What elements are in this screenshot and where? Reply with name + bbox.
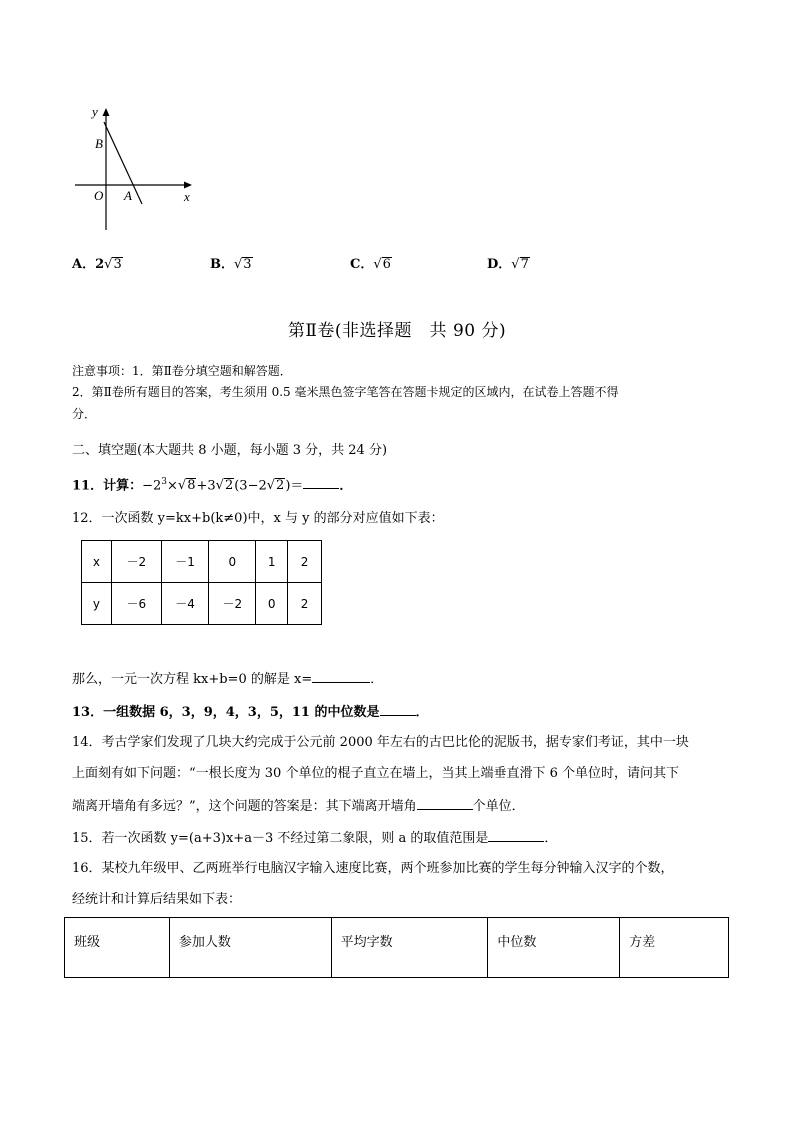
q11-term: )＝: [285, 478, 304, 494]
table-header-cell: 中位数: [488, 918, 620, 978]
option-c[interactable]: C．√6: [350, 257, 391, 272]
table-header-cell: 平均字数: [331, 918, 488, 978]
table-row: [82, 583, 322, 625]
q11-term: +3: [196, 478, 216, 494]
q14-text: 端离开墙角有多远？”，这个问题的答案是：其下端离开墙角: [72, 799, 417, 814]
table-cell: 1: [256, 541, 288, 583]
table-header-cell: 参加人数: [169, 918, 331, 978]
question-14-line-1: 14．考古学家们发现了几块大约完成于公元前 2000 年左右的古巴比伦的泥版书，据专家们考证，其中一块: [72, 735, 689, 750]
origin-label: O: [94, 188, 104, 203]
table-cell: －2: [209, 583, 256, 625]
q11-suffix: ．: [339, 478, 353, 494]
q11-radicand: 2: [224, 478, 234, 494]
question-16-line-2: 经统计和计算后结果如下表：: [72, 892, 242, 907]
point-b-label: B: [95, 136, 103, 151]
q14-suffix: 个单位．: [472, 799, 525, 814]
option-radicand: 7: [520, 257, 529, 272]
answer-blank[interactable]: [417, 795, 473, 810]
x-axis-arrow: [184, 182, 192, 189]
option-b[interactable]: B．√3: [210, 257, 252, 272]
point-a-label: A: [124, 188, 132, 203]
q11-prefix: 11．计算：: [72, 478, 143, 494]
option-radicand: 3: [113, 257, 122, 272]
q15-suffix: ．: [544, 831, 558, 846]
question-14-line-3: [72, 795, 525, 817]
option-letter: C．: [350, 257, 374, 272]
table-cell: －2: [111, 541, 161, 583]
q15-text: 15．若一次函数 y=(a+3)x+a－3 不经过第二象限，则 a 的取值范围是: [72, 831, 489, 846]
option-letter: B．: [210, 257, 234, 272]
question-15: [72, 827, 557, 849]
option-d[interactable]: D．√7: [487, 257, 529, 272]
table-cell: y: [82, 583, 112, 625]
question-13: [72, 701, 429, 723]
option-letter: D．: [487, 257, 512, 272]
q12-suffix: ．: [370, 672, 384, 687]
q11-radicand: 2: [276, 478, 285, 494]
question-11: 11．计算：$-2^3\times√8+3√2(3-2√2)=$ ．: [72, 472, 352, 496]
answer-blank[interactable]: [380, 701, 416, 716]
option-a[interactable]: A．2√3: [72, 257, 122, 272]
coordinate-graph: [70, 100, 200, 235]
q11-exponent: 3: [161, 477, 167, 487]
q11-term: (3−2: [234, 478, 267, 494]
table-cell: －6: [111, 583, 161, 625]
table-cell: x: [82, 541, 112, 583]
table-header-cell: 方差: [620, 918, 729, 978]
question-16-line-1: 16．某校九年级甲、乙两班举行电脑汉字输入速度比赛，两个班参加比赛的学生每分钟输入汉字的个数，: [72, 861, 674, 876]
answer-blank[interactable]: [488, 827, 544, 842]
table-cell: －4: [161, 583, 209, 625]
y-axis-label: y: [92, 104, 98, 119]
notes-line-1: 注意事项：1．第Ⅱ卷分填空题和解答题．: [72, 364, 292, 378]
table-row: [65, 918, 729, 978]
q16-table: [64, 917, 729, 978]
q11-term: ×: [167, 478, 178, 494]
table-cell: 0: [209, 541, 256, 583]
option-letter: A．: [72, 257, 96, 272]
q12-conclusion-text: 那么，一元一次方程 kx+b=0 的解是 x=: [72, 672, 313, 687]
part2-heading: 二、填空题(本大题共 8 小题，每小题 3 分，共 24 分): [72, 443, 388, 458]
option-coef: 2: [95, 257, 105, 272]
y-axis-arrow: [103, 108, 110, 116]
table-cell: 2: [288, 541, 322, 583]
option-radicand: 6: [382, 257, 391, 272]
q12-table: [81, 540, 322, 625]
table-cell: 2: [288, 583, 322, 625]
question-14-line-2: 上面刻有如下问题：“一根长度为 30 个单位的棍子直立在墙上，当其上端垂直滑下 6 个单位时，请问其下: [72, 766, 679, 781]
notes-line-3: 分．: [72, 407, 97, 421]
section-title: 第Ⅱ卷(非选择题 共 90 分): [287, 321, 507, 341]
q12-conclusion: [72, 668, 383, 690]
q11-term: −2: [142, 478, 162, 494]
answer-blank[interactable]: [312, 668, 370, 683]
table-row: [82, 541, 322, 583]
question-12-intro: 12．一次函数 y=kx+b(k≠0)中，x 与 y 的部分对应值如下表：: [72, 511, 444, 526]
table-header-cell: 班级: [65, 918, 170, 978]
x-axis-label: x: [184, 189, 190, 204]
function-line: [104, 122, 142, 204]
q11-radicand: 8: [187, 478, 196, 494]
q13-suffix: ．: [415, 705, 429, 720]
table-cell: －1: [161, 541, 209, 583]
option-radicand: 3: [243, 257, 252, 272]
answer-blank[interactable]: [303, 474, 339, 489]
q13-text: 13．一组数据 6，3，9，4，3，5，11 的中位数是: [72, 705, 380, 720]
notes-line-2: 2．第Ⅱ卷所有题目的答案，考生须用 0.5 毫米黑色签字笔答在答题卡规定的区域内，在试卷上答题不得: [72, 385, 619, 399]
table-cell: 0: [256, 583, 288, 625]
